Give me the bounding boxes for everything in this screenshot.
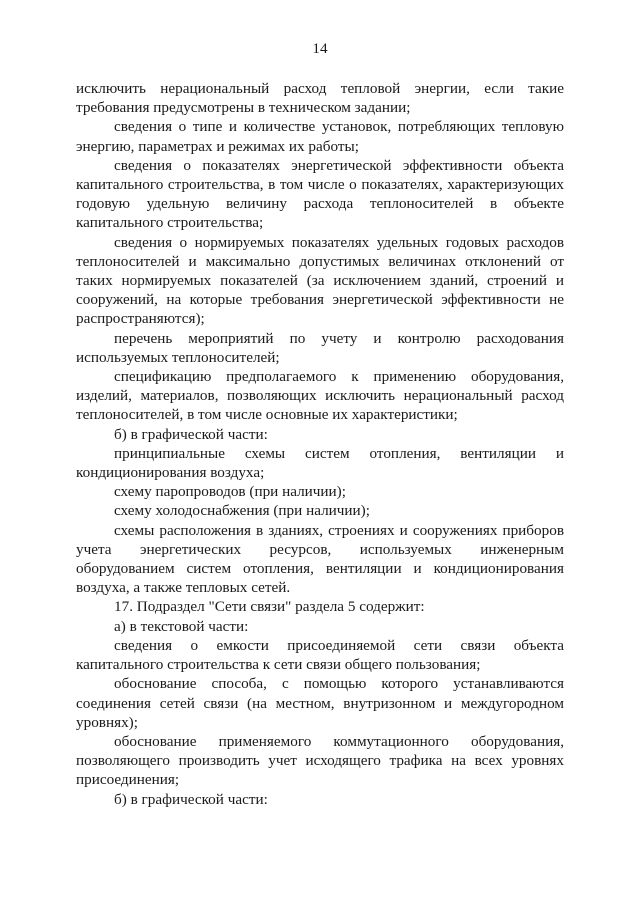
paragraph-12: 17. Подраздел "Сети связи" раздела 5 содержит: xyxy=(114,598,425,616)
paragraph-8: принципиальные схемы систем отопления, вентиляции и кондиционирования воздуха; xyxy=(76,444,564,482)
document-body xyxy=(76,79,564,809)
paragraph-16: обоснование применяемого коммутационного оборудования, позволяющего производить учет исходящего трафика на всех уровнях присоединения; xyxy=(76,732,564,789)
paragraph-10: схему холодоснабжения (при наличии); xyxy=(114,502,370,520)
paragraph-9: схему паропроводов (при наличии); xyxy=(114,483,346,501)
paragraph-13: а) в текстовой части: xyxy=(114,617,249,635)
paragraph-3: сведения о показателях энергетической эффективности объекта капитального строительства, в том числе о показателях, характеризующих годовую удельную величину расхода теплоносителей в объекте капитального строительства; xyxy=(76,156,564,232)
paragraph-5: перечень мероприятий по учету и контролю расходования используемых теплоносителей; xyxy=(76,329,564,366)
paragraph-15: обоснование способа, с помощью которого устанавливаются соединения сетей связи (на местном, внутризонном и междугородном уровнях); xyxy=(76,675,564,731)
page-number: 14 xyxy=(312,40,328,57)
paragraph-6: спецификацию предполагаемого к применению оборудования, изделий, материалов, позволяющих исключить нерациональный расход теплоносителей, в том числе основные их характеристики; xyxy=(76,368,564,424)
paragraph-2: сведения о типе и количестве установок, потребляющих тепловую энергию, параметрах и режимах их работы; xyxy=(76,118,564,155)
paragraph-7: б) в графической части: xyxy=(114,425,268,443)
paragraph-17: б) в графической части: xyxy=(114,790,268,808)
paragraph-11: схемы расположения в зданиях, строениях и сооружениях приборов учета энергетических ресурсов, используемых инженерным оборудованием систем отопления, вентиляции и кондиционирования воздуха, а также тепловых сетей. xyxy=(76,521,564,597)
paragraph-1: исключить нерациональный расход тепловой энергии, если такие требования предусмотрены в техническом задании; xyxy=(76,80,564,117)
paragraph-14: сведения о емкости присоединяемой сети связи объекта капитального строительства к сети связи общего пользования; xyxy=(76,636,564,674)
paragraph-4: сведения о нормируемых показателях удельных годовых расходов теплоносителей и максимально допустимых величинах отклонений от таких нормируемых показателей (за исключением зданий, строений и сооружений, на которые требования энергетической эффективности не распространяются); xyxy=(76,233,564,328)
